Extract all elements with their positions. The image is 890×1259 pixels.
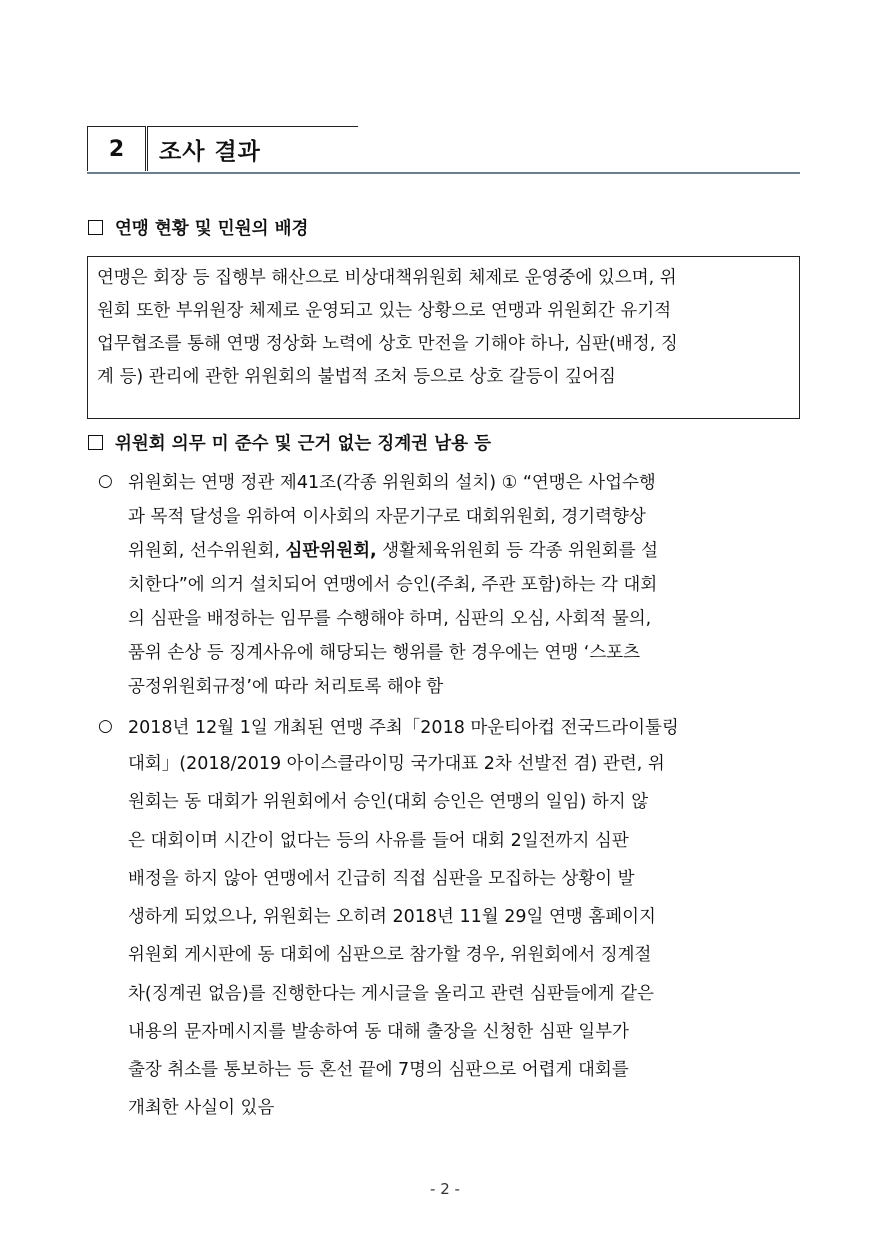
section-number: 2 bbox=[87, 126, 146, 171]
item1-bold-term: 심판위원회, bbox=[285, 541, 377, 561]
item2-line: 출장 취소를 통보하는 등 혼선 끝에 7명의 심판으로 어렵게 대회를 bbox=[128, 1060, 629, 1080]
item2-line: 차(징계권 없음)를 진행한다는 게시글을 올리고 관련 심판들에게 같은 bbox=[128, 984, 654, 1004]
item1-line-part: 위원회, 선수위원회, bbox=[128, 541, 286, 561]
bullet-circle-icon: ○ bbox=[98, 471, 113, 491]
summary-line: 원회 또한 부위원장 체제로 운영되고 있는 상황으로 연맹과 위원회간 유기적 bbox=[97, 301, 672, 321]
item1-line bbox=[128, 537, 658, 562]
summary-line: 업무협조를 통해 연맹 정상화 노력에 상호 만전을 기해야 하나, 심판(배정, 징 bbox=[97, 334, 678, 354]
item2-line: 2018년 12월 1일 개최된 연맹 주최「2018 마운티아컵 전국드라이툴링 bbox=[128, 718, 679, 738]
bullet-circle-icon: ○ bbox=[98, 716, 113, 736]
item2-line: 원회는 동 대회가 위원회에서 승인(대회 승인은 연맹의 일임) 하지 않 bbox=[128, 792, 649, 812]
summary-line: 계 등) 관리에 관한 위원회의 불법적 조처 등으로 상호 갈등이 깊어짐 bbox=[97, 367, 616, 387]
item1-line: 과 목적 달성을 위하여 이사회의 자문기구로 대회위원회, 경기력향상 bbox=[128, 507, 646, 527]
item1-line: 치한다”에 의거 설치되어 연맹에서 승인(주최, 주관 포함)하는 각 대회 bbox=[128, 575, 658, 595]
page-number: - 2 - bbox=[430, 1180, 460, 1198]
section-title: 조사 결과 bbox=[159, 139, 261, 165]
item1-line-part: 생활체육위원회 등 각종 위원회를 설 bbox=[376, 541, 659, 561]
item2-line: 은 대회이며 시간이 없다는 등의 사유를 들어 대회 2일전까지 심판 bbox=[128, 831, 629, 851]
item1-line: 품위 손상 등 징계사유에 해당되는 행위를 한 경우에는 연맹 ‘스포츠 bbox=[128, 643, 641, 663]
item2-line: 생하게 되었으나, 위원회는 오히려 2018년 11월 29일 연맹 홈페이지 bbox=[128, 907, 656, 927]
item2-line: 내용의 문자메시지를 발송하여 동 대해 출장을 신청한 심판 일부가 bbox=[128, 1022, 629, 1042]
item1-line: 위원회는 연맹 정관 제41조(각종 위원회의 설치) ① “연맹은 사업수행 bbox=[128, 473, 656, 493]
item2-line: 개최한 사실이 있음 bbox=[128, 1098, 275, 1118]
summary-line: 연맹은 회장 등 집행부 해산으로 비상대책위원회 체제로 운영중에 있으며, 위 bbox=[97, 268, 677, 288]
item2-line: 위원회 게시판에 동 대회에 심판으로 참가할 경우, 위원회에서 징계절 bbox=[128, 945, 652, 965]
item2-line: 배정을 하지 않아 연맹에서 긴급히 직접 심판을 모집하는 상황이 발 bbox=[128, 869, 635, 889]
section-header bbox=[87, 126, 800, 174]
subsection-heading-1-text: 연맹 현황 및 민원의 배경 bbox=[115, 219, 309, 239]
item1-line: 공정위원회규정’에 따라 처리토록 해야 함 bbox=[128, 677, 444, 697]
item1-line: 의 심판을 배정하는 임무를 수행해야 하며, 심판의 오심, 사회적 물의, bbox=[128, 609, 652, 629]
checkbox-icon bbox=[88, 220, 103, 235]
subsection-heading-2 bbox=[88, 430, 491, 455]
subsection-heading-2-text: 위원회 의무 미 준수 및 근거 없는 징계권 남용 등 bbox=[115, 434, 492, 454]
checkbox-icon bbox=[88, 435, 103, 450]
item2-line: 대회」(2018/2019 아이스클라이밍 국가대표 2차 선발전 겸) 관련, 위 bbox=[128, 754, 665, 774]
subsection-heading-1 bbox=[88, 215, 308, 240]
